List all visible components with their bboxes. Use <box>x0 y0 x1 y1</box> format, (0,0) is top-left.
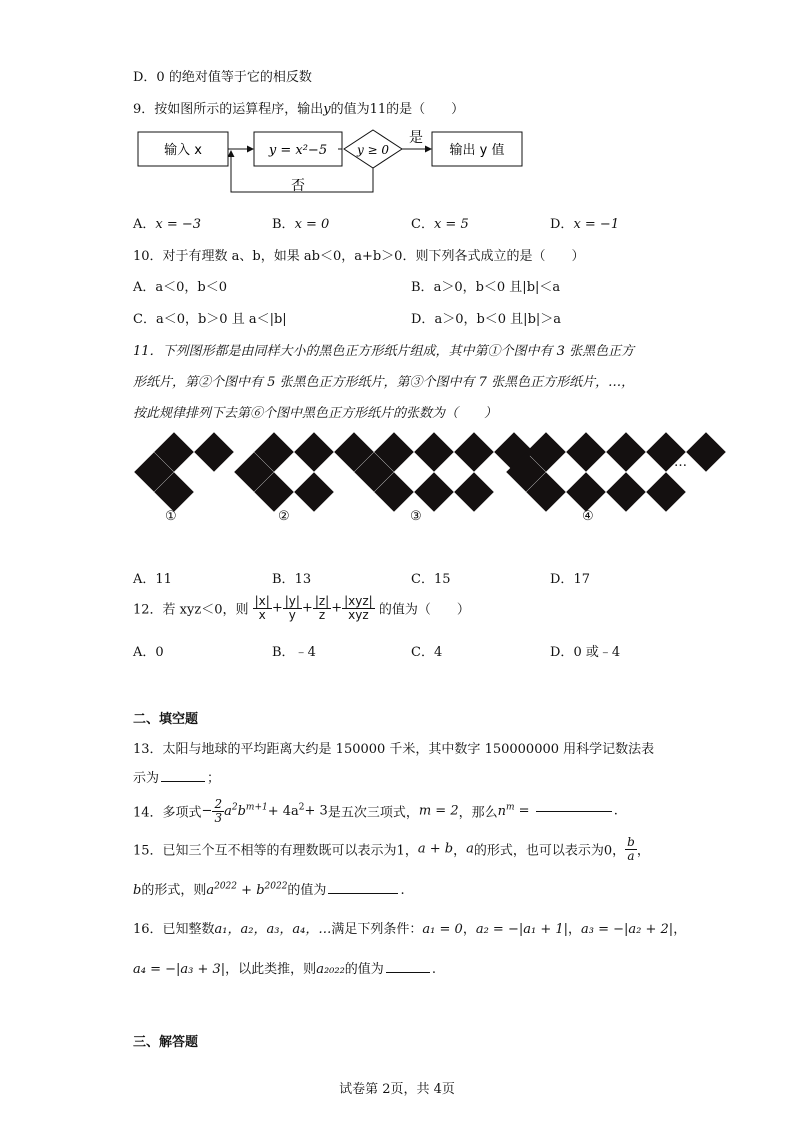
flow-cond-text: y ≥ 0 <box>356 143 390 157</box>
option-text: 0 <box>155 645 164 660</box>
q11-option-c <box>411 568 451 587</box>
option-letter: C． <box>411 645 434 660</box>
section-2-title: 二、填空题 <box>133 712 199 727</box>
q8-option-d: D．0 的绝对值等于它的相反数 <box>133 70 312 85</box>
q13-line1: 13．太阳与地球的平均距离大约是 150000 千米，其中数字 150000000 用科学记数法表 <box>133 742 655 757</box>
option-text: 0 或﹣4 <box>573 645 621 660</box>
option-letter: A． <box>133 280 156 295</box>
q12-option-d <box>550 641 620 660</box>
q16-condition-1: a₁ = 0 <box>422 922 463 937</box>
frac-numerator: |z| <box>314 594 330 608</box>
frac-denominator: 3 <box>214 810 223 825</box>
q16-suffix: 的值为 <box>344 962 384 977</box>
black-square-tile <box>606 432 646 472</box>
black-square-tile <box>294 472 334 512</box>
q15-suffix: 的值为 <box>287 883 327 898</box>
black-square-tile <box>686 432 726 472</box>
q15-line2 <box>133 879 405 898</box>
q14-term1 <box>224 804 268 819</box>
option-letter: C． <box>411 217 434 232</box>
q13-suffix: ； <box>207 771 221 786</box>
q14-prefix: 14．多项式 <box>133 805 202 821</box>
plus-sign: + <box>237 883 257 898</box>
q14-end: . <box>613 803 618 819</box>
option-letter: B． <box>411 280 434 295</box>
option-text: 4 <box>433 645 443 660</box>
q10-stem: 10．对于有理数 a、b，如果 ab＜0，a+b＞0．则下列各式成立的是（ ） <box>133 249 585 264</box>
q16-condition-4: a₄ = −|a₃ + 3| <box>133 962 226 977</box>
option-letter: D． <box>550 572 574 587</box>
q16-condition-3: a₃ = −|a₂ + 2| <box>581 922 674 937</box>
plus-sign: + <box>271 600 283 616</box>
option-text: a＞0，b＜0 且|b|＜a <box>433 280 561 295</box>
flow-yes-label: 是 <box>409 130 423 146</box>
q14-stem <box>133 798 618 824</box>
black-square-tile <box>194 432 234 472</box>
q14-m-value: m = 2 <box>418 803 459 819</box>
q15-answer-blank[interactable] <box>328 892 398 894</box>
option-text: x = 0 <box>294 217 330 232</box>
black-square-tile <box>414 472 454 512</box>
frac-numerator: |xyz| <box>344 594 373 608</box>
q9-stem-prefix: 9．按如图所示的运算程序，输出 <box>133 102 324 117</box>
option-text: a＞0，b＜0 且|b|＞a <box>434 312 562 327</box>
frac-numerator: |y| <box>284 594 300 608</box>
black-square-tile <box>454 472 494 512</box>
q12-frac-x <box>253 595 272 621</box>
q9-stem-var: y <box>323 102 331 117</box>
option-text: x = 5 <box>433 217 469 232</box>
q11-option-a <box>133 568 172 587</box>
term-text: + 4a <box>267 804 299 820</box>
q12-frac-xyz <box>342 595 375 621</box>
q14-term2 <box>268 804 305 819</box>
term-base: n <box>497 804 506 820</box>
q15-end: . <box>400 883 405 898</box>
option-letter: A． <box>133 572 156 587</box>
comma: ， <box>453 843 467 859</box>
minus-sign: − <box>201 803 213 819</box>
option-letter: B． <box>272 217 295 232</box>
option-text: 15 <box>433 572 451 587</box>
q15-prefix: 15．已知三个互不相等的有理数既可以表示为1， <box>133 843 418 859</box>
option-text: 13 <box>294 572 312 587</box>
q16-condition-2: a₂ = −|a₁ + 1| <box>475 922 568 937</box>
term-base: b <box>256 883 265 898</box>
option-text: x = −3 <box>155 217 202 232</box>
black-square-tile <box>414 432 454 472</box>
flow-input-text: 输入 x <box>164 143 202 158</box>
q12-option-c <box>411 641 442 660</box>
q15-mid: 的形式，也可以表示为0， <box>473 843 626 859</box>
q16-mid: 满足下列条件： <box>331 922 423 937</box>
option-text: a＜0，b＞0 且 a＜|b| <box>155 312 287 327</box>
q15-expr <box>206 883 287 898</box>
black-square-tile <box>606 472 646 512</box>
q13-answer-blank[interactable] <box>161 780 205 782</box>
option-letter: D． <box>550 217 574 232</box>
option-letter: C． <box>133 312 156 327</box>
q12-stem <box>133 595 470 621</box>
flow-compute-text: y = x²−5 <box>268 143 328 158</box>
frac-numerator: b <box>627 835 635 849</box>
black-square-tile <box>454 432 494 472</box>
q16-line2 <box>133 958 436 977</box>
option-letter: B． <box>272 572 295 587</box>
q16-answer-blank[interactable] <box>386 971 430 973</box>
q15-frac <box>625 836 637 862</box>
q12-option-a <box>133 641 164 660</box>
black-square-tile <box>566 472 606 512</box>
frac-denominator: z <box>318 607 326 622</box>
term-exp: 2022 <box>264 881 288 892</box>
black-square-tile <box>646 472 686 512</box>
q12-option-b <box>272 641 316 660</box>
q14-then: ，那么 <box>458 805 498 821</box>
term-exp: 2022 <box>214 881 238 892</box>
term-base: a <box>224 804 232 820</box>
comma: ， <box>636 843 650 859</box>
q12-prefix: 12．若 xyz＜0，则 <box>133 602 249 618</box>
plus-sign: + <box>301 600 313 616</box>
q15-line2-mid: 的形式，则 <box>141 883 207 898</box>
option-text: x = −1 <box>573 217 620 232</box>
option-text: 11 <box>155 572 172 587</box>
q16-line2-mid: ，以此类推，则 <box>225 962 317 977</box>
q16-line1: 16．已知整数a₁，a₂，a₃，a₄，…满足下列条件：a₁ = 0，a₂ = −|a₁ + 1|，a₃ = −|a₂ + 2|， <box>133 922 687 937</box>
q12-frac-z <box>313 595 331 621</box>
q13-line2 <box>133 767 220 786</box>
frac-numerator: 2 <box>214 797 223 811</box>
q14-n-power <box>498 804 515 819</box>
term-exp: 2 <box>231 802 238 813</box>
q11-figure-label-2: ② <box>278 509 290 524</box>
q11-option-d <box>550 568 590 587</box>
frac-denominator: a <box>627 848 635 863</box>
q13-prefix: 示为 <box>133 771 160 786</box>
q14-answer-blank[interactable] <box>536 810 612 812</box>
frac-denominator: xyz <box>348 607 369 622</box>
q16-prefix: 16．已知整数 <box>133 922 215 937</box>
option-letter: D． <box>411 312 435 327</box>
q11-line2: 形纸片，第②个图中有 5 张黑色正方形纸片，第③个图中有 7 张黑色正方形纸片，…， <box>133 375 635 390</box>
frac-denominator: y <box>288 607 296 622</box>
option-text: a＜0，b＜0 <box>155 280 228 295</box>
flow-output-text: 输出 y 值 <box>449 143 505 158</box>
q11-ellipsis: … <box>674 455 687 470</box>
q15-ab: a + b <box>417 841 454 857</box>
q9-stem-suffix: 的值为11的是（ ） <box>330 102 465 117</box>
option-letter: C． <box>411 572 434 587</box>
page-footer: 试卷第 2页，共 4页 <box>339 1082 455 1097</box>
q11-line3: 按此规律排列下去第⑥个图中黑色正方形纸片的张数为（ ） <box>133 406 498 421</box>
option-letter: B． <box>272 645 295 660</box>
option-letter: A． <box>133 645 156 660</box>
q16-target: a₂₀₂₂ <box>316 962 345 977</box>
q12-suffix: 的值为（ ） <box>378 602 470 618</box>
option-text: ﹣4 <box>294 645 316 660</box>
q11-figure-label-3: ③ <box>410 509 422 524</box>
frac-numerator: |x| <box>254 594 270 608</box>
q11-figure-label-1: ① <box>165 509 177 524</box>
plus-sign: + <box>331 600 343 616</box>
term-base: b <box>237 804 246 820</box>
black-square-tile <box>294 432 334 472</box>
term-exp: 2 <box>298 802 305 813</box>
q16-sequence: a₁，a₂，a₃，a₄，… <box>214 922 332 937</box>
q16-end: . <box>431 962 436 977</box>
section-3-title: 三、解答题 <box>133 1035 199 1050</box>
q15-line1 <box>133 836 650 862</box>
term-exp: m+1 <box>245 802 268 813</box>
q14-term3: + 3 <box>304 803 328 819</box>
q12-frac-y <box>283 595 302 621</box>
term-base: a <box>206 883 215 898</box>
q11-figure-label-4: ④ <box>582 509 594 524</box>
q15-b: b <box>133 883 142 898</box>
equals-sign: = <box>514 803 534 819</box>
q11-option-b <box>272 568 311 587</box>
q14-frac <box>212 798 224 824</box>
option-letter: A． <box>133 217 156 232</box>
option-text: 17 <box>573 572 590 587</box>
term-exp: m <box>505 802 515 813</box>
q11-line1: 11．下列图形都是由同样大小的黑色正方形纸片组成，其中第①个图中有 3 张黑色正方 <box>133 344 635 359</box>
flow-no-label: 否 <box>291 178 305 194</box>
frac-denominator: x <box>258 607 266 622</box>
q14-middle: 是五次三项式， <box>327 805 419 821</box>
black-square-tile <box>566 432 606 472</box>
q15-a: a <box>466 841 474 857</box>
option-letter: D． <box>550 645 574 660</box>
